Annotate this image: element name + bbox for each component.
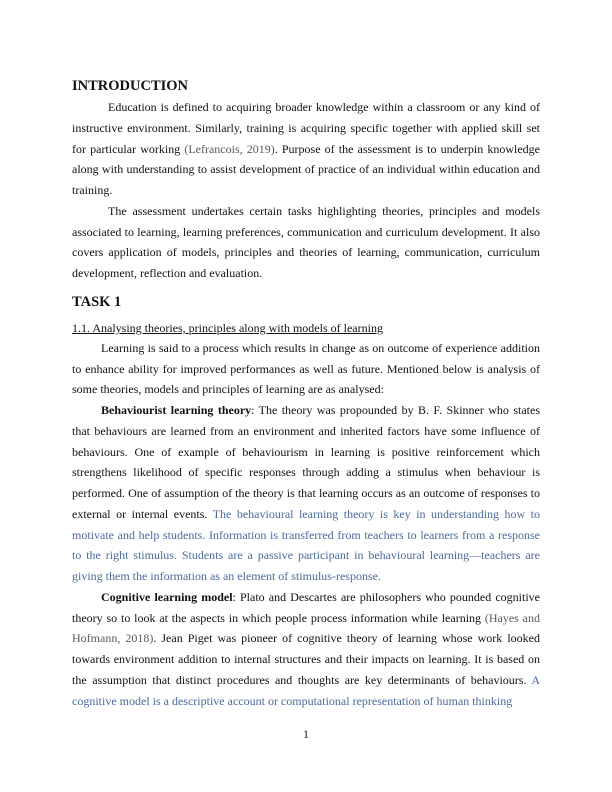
paragraph-text: . Purpose of the assessment is to underpin knowledge along with understanding to assist development of practice of an individual within education and training. [72,141,541,197]
paragraph-text: : The theory was propounded by B. F. Skinner who states that behaviours are learned from an environment and inherited factors have some influence of behaviours. One of example of behaviourism in learning is positive reinforcement which strengthens likelihood of specific responses through adding a stimulus when behaviour is performed. One of assumption of the theory is that learning occurs as an outcome of responses to external or internal events. [72,403,540,521]
introduction-paragraph-1 [72,97,540,201]
spacer [72,284,540,292]
behaviourist-paragraph [72,400,540,587]
task1-heading: TASK 1 [72,293,122,310]
task1-paragraph-1: Learning is said to a process which results in change as on outcome of experience addition to enhance ability for improved performances as well as future. Mentioned below is analysis of some theories, models and principles of learning are as analysed: [72,340,540,397]
task1-subheading: 1.1. Analysing theories, principles along with models of learning [72,320,383,335]
behaviourist-highlight: The behavioural learning theory is key in understanding how to motivate and help students. Information is transferred from teachers to learners from a response to the right stimulus. Students are a passive participant in behavioural learning—teachers are giving them the information as an element of stimulus-response. [72,506,541,583]
cognitive-term: Cognitive learning model [101,589,233,604]
introduction-heading: INTRODUCTION [72,78,189,94]
citation-lefrancois: (Lefrancois, 2019) [184,141,275,156]
behaviourist-term: Behaviourist learning theory [101,403,252,417]
citation-hayes-hofmann: (Hayes and Hofmann, 2018) [72,610,541,646]
paragraph-text: Education is defined to acquiring broader knowledge within a classroom or any kind of instructive environment. Similarly, training is acquiring specific together with applied skill set for particular working [72,100,540,156]
paragraph-text: : Plato and Descartes are philosophers who pounded cognitive theory so to look at the aspects in which people process information while learning [72,589,541,625]
page-number: 1 [303,727,309,741]
introduction-paragraph-2: The assessment undertakes certain tasks highlighting theories, principles and models associated to learning, learning preferences, communication and curriculum development. It also covers application of models, principles and theories of learning, communication, curriculum development, reflection and evaluation. [72,203,540,280]
cognitive-paragraph [72,587,540,712]
document-page [72,76,540,711]
paragraph-text: . Jean Piget was pioneer of cognitive theory of learning whose work looked towards environment addition to internal structures and their impacts on learning. It is based on the assumption that distinct procedures and thoughts are key determinants of behaviours. [72,631,540,687]
cognitive-highlight: A cognitive model is a descriptive account or computational representation of human thinking [72,672,540,708]
